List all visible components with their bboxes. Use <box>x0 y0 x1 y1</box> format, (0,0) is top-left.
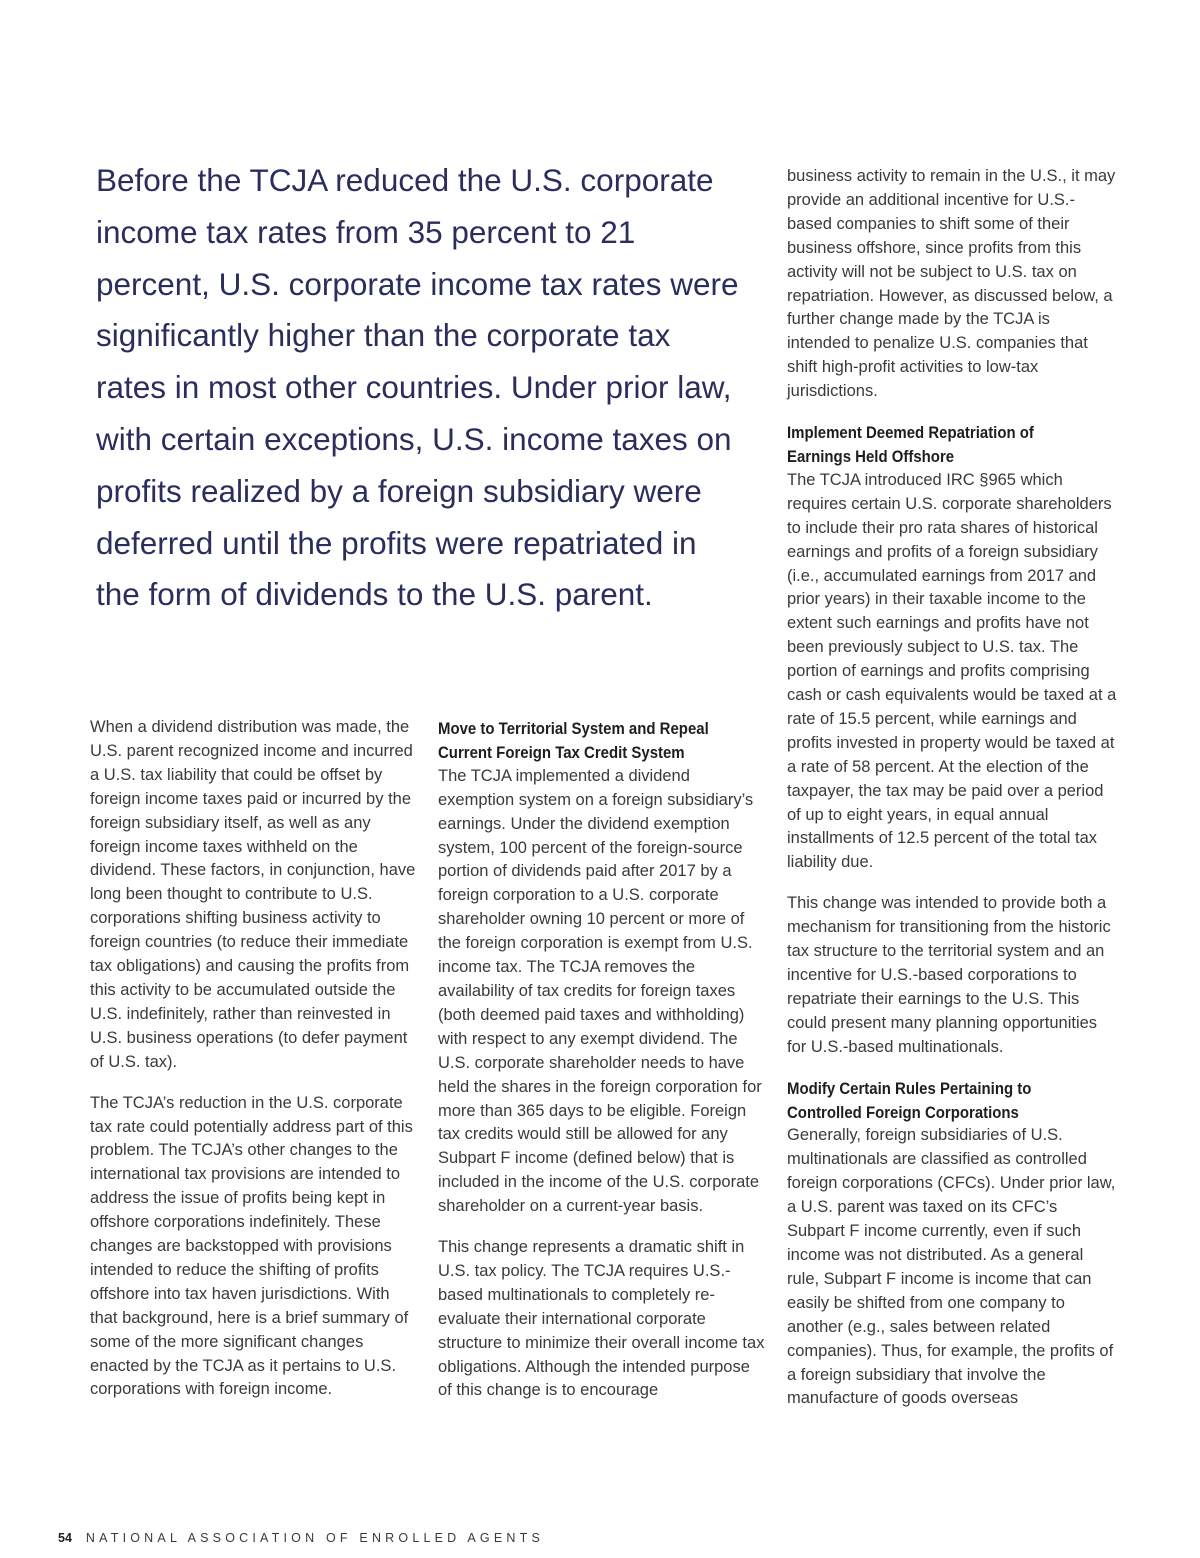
body-paragraph: This change represents a dramatic shift in U.S. tax policy. The TCJA requires U.S.-based multinationals to completely re-evaluate their international corporate structure to minimize their overall income tax obligations. Although the intended purpose of this change is to encourage <box>438 1238 765 1400</box>
middle-column <box>438 717 768 1420</box>
body-paragraph: The TCJA’s reduction in the U.S. corporate tax rate could potentially address part of this problem. The TCJA’s other changes to the international tax provisions are intended to address the issue of profits being kept in offshore corporations indefinitely. These changes are backstopped with provisions intended to reduce the shifting of profits offshore into tax haven jurisdictions. With that background, here is a brief summary of some of the more significant changes enacted by the TCJA as it pertains to U.S. corporations with foreign income. <box>90 1093 413 1399</box>
section-heading: Current Foreign Tax Credit System <box>438 742 685 762</box>
section-heading: Move to Territorial System and Repeal <box>438 719 709 738</box>
pull-quote: Before the TCJA reduced the U.S. corporate income tax rates from 35 percent to 21 percent, U.S. corporate income tax rates were significantly higher than the corporate tax rates in most other countries. Under prior law, with certain exceptions, U.S. income taxes on profits realized by a foreign subsidiary were deferred until the profits were repatriated in the form of dividends to the U.S. parent. <box>96 162 739 613</box>
publication-name: NATIONAL ASSOCIATION OF ENROLLED AGENTS <box>85 1531 544 1545</box>
body-paragraph: Generally, foreign subsidiaries of U.S. multinationals are classified as controlled foreign corporations (CFCs). Under prior law, a U.S. parent was taxed on its CFC’s Subpart F income currently, even if such income was not distributed. As a general rule, Subpart F income is income that can easily be shifted from one company to another (e.g., sales between related companies). Thus, for example, the profits of a foreign subsidiary that involve the manufacture of goods overseas <box>787 1126 1116 1408</box>
section-heading: Controlled Foreign Corporations <box>787 1102 1019 1122</box>
page-footer <box>58 1531 544 1545</box>
right-column <box>787 165 1117 1428</box>
page-number: 54 <box>58 1531 72 1545</box>
section-heading: Implement Deemed Repatriation of <box>787 423 1034 443</box>
body-paragraph: When a dividend distribution was made, the U.S. parent recognized income and incurred a U.S. tax liability that could be offset by foreign income taxes paid or incurred by the foreign subsidiary itself, as well as any foreign income taxes withheld on the dividend. These factors, in conjunction, have long been thought to contribute to U.S. corporations shifting business activity to foreign countries (to reduce their immediate tax obligations) and causing the profits from this activity to be accumulated outside the U.S. indefinitely, rather than reinvested in U.S. business operations (to defer payment of U.S. tax). <box>90 718 416 1071</box>
section-heading: Earnings Held Offshore <box>787 446 955 466</box>
body-paragraph: The TCJA implemented a dividend exemption system on a foreign subsidiary’s earnings. Under the dividend exemption system, 100 percent of the foreign-source portion of dividends paid after 2017 by a foreign corporation to a U.S. corporate shareholder owning 10 percent or more of the foreign corporation is exempt from U.S. income tax. The TCJA removes the availability of tax credits for foreign taxes (both deemed paid taxes and withholding) with respect to any exempt dividend. The U.S. corporate shareholder needs to have held the shares in the foreign corporation for more than 365 days to be eligible. Foreign tax credits would still be allowed for any Subpart F income (defined below) that is included in the income of the U.S. corporate shareholder on a current-year basis. <box>438 766 762 1216</box>
body-paragraph: This change was intended to provide both a mechanism for transitioning from the historic tax structure to the territorial system and an incentive for U.S.-based corporations to repatriate their earnings to the U.S. This could present many planning opportunities for U.S.-based multinationals. <box>787 894 1111 1056</box>
body-paragraph: The TCJA introduced IRC §965 which requires certain U.S. corporate shareholders to include their pro rata shares of historical earnings and profits of a foreign subsidiary (i.e., accumulated earnings from 2017 and prior years) in their taxable income to the extent such earnings and profits have not been previously subject to U.S. tax. The portion of earnings and profits comprising cash or cash equivalents would be taxed at a rate of 15.5 percent, while earnings and profits invested in property would be taxed at a rate of 58 percent. At the election of the taxpayer, the tax may be paid over a period of up to eight years, in equal annual installments of 12.5 percent of the total tax liability due. <box>787 470 1117 872</box>
body-paragraph: business activity to remain in the U.S., it may provide an additional incentive for U.S.-based companies to shift some of their business offshore, since profits from this activity will not be subject to U.S. tax on repatriation. However, as discussed below, a further change made by the TCJA is intended to penalize U.S. companies that shift high-profit activities to low-tax jurisdictions. <box>787 167 1116 401</box>
section-heading: Modify Certain Rules Pertaining to <box>787 1078 1032 1098</box>
left-column <box>90 716 420 1419</box>
